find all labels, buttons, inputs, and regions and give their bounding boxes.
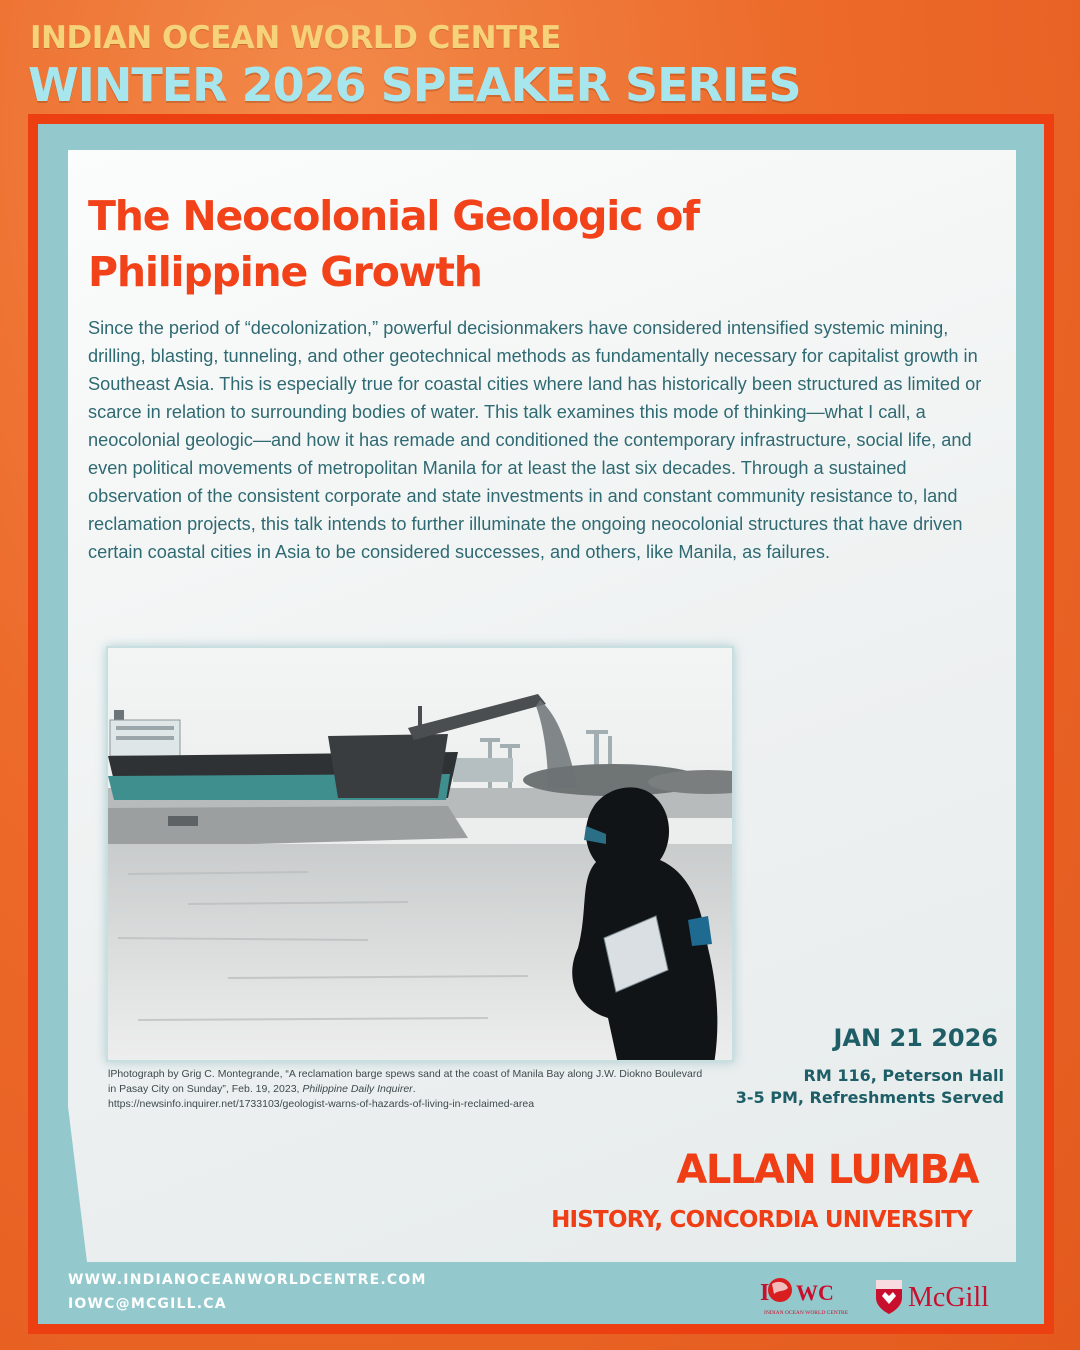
svg-text:WC: WC — [796, 1280, 834, 1305]
caption-url: https://newsinfo.inquirer.net/1733103/geologist-warns-of-hazards-of-living-in-reclaimed-area — [108, 1098, 535, 1110]
talk-abstract: Since the period of “decolonization,” powerful decisionmakers have considered intensified systemic mining, drilling, blasting, tunneling, and other geotechnical methods as fundamentally necessary for capitalist growth in Southeast Asia. This is especially true for coastal cities where land has historically been structured as limited or scarce in relation to surrounding bodies of water. This talk examines this mode of thinking—what I call, a neocolonial geologic—and how it has remade and conditioned the contemporary infrastructure, social life, and even political movements of metropolitan Manila for at least the last six decades. Through a sustained observation of the consistent corporate and state investments in and constant community resistance to, land reclamation projects, this talk intends to further illuminate the ongoing neocolonial structures that have driven certain coastal cities in Asia to be considered successes, and others, like Manila, as failures. — [88, 318, 982, 562]
svg-text:McGill: McGill — [908, 1282, 989, 1313]
caption-end: . — [412, 1083, 416, 1095]
reclamation-barge-image — [108, 648, 734, 1062]
svg-text:I: I — [760, 1280, 770, 1306]
caption-source: Philippine Daily Inquirer — [302, 1083, 413, 1095]
header-series-title: WINTER 2026 SPEAKER SERIES — [28, 58, 801, 112]
talk-title: The Neocolonial Geologic of Philippine Growth — [88, 192, 699, 296]
event-time: 3-5 PM, Refreshments Served — [735, 1088, 1004, 1107]
svg-text:INDIAN OCEAN WORLD CENTRE: INDIAN OCEAN WORLD CENTRE — [764, 1310, 849, 1316]
mcgill-logo — [872, 1276, 1018, 1316]
caption-main: lPhotograph by Grig C. Montegrande, “A reclamation barge spews sand at the coast of Manila Bay along J.W. Diokno Boulevard in Pasay City on Sunday”, Feb. 19, 2023, — [108, 1068, 703, 1095]
email-link[interactable]: IOWC@MCGILL.CA — [68, 1296, 227, 1312]
speaker-affiliation: HISTORY, CONCORDIA UNIVERSITY — [551, 1207, 972, 1233]
header-org-name: INDIAN OCEAN WORLD CENTRE — [30, 20, 561, 56]
reclamation-photo — [106, 646, 734, 1062]
website-link[interactable]: WWW.INDIANOCEANWORLDCENTRE.COM — [68, 1272, 427, 1288]
iowc-logo — [758, 1272, 854, 1320]
event-room: RM 116, Peterson Hall — [803, 1066, 1004, 1085]
event-date: JAN 21 2026 — [833, 1024, 998, 1052]
speaker-name: ALLAN LUMBA — [676, 1147, 978, 1193]
photo-caption — [108, 1067, 708, 1112]
